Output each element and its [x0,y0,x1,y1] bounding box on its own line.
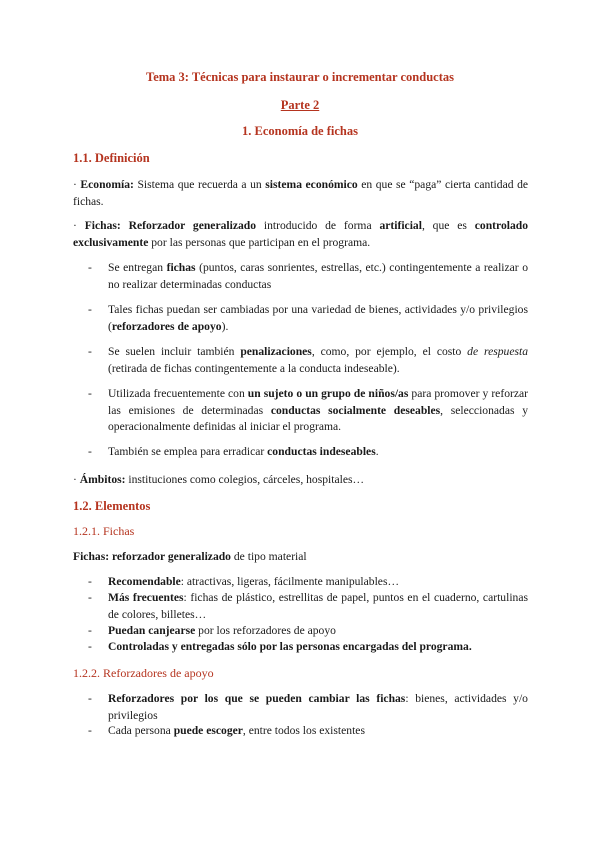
item-text: Se entregan [108,261,167,274]
list-item [88,574,528,591]
item-bold: conductas socialmente deseables [270,403,441,417]
list-dash: - [88,445,92,458]
economia-paragraph: · Economía: Sistema que recuerda a un sistema económico en que se “paga” cierta cantidad de fichas. [73,178,529,208]
list-item [88,590,528,623]
economia-label: Economía: [80,178,134,191]
item-text: , seleccionadas y operacionalmente definidas al iniciar el programa. [108,403,528,433]
reforzadores-subheading: 1.2.2. Reforzadores de apoyo [73,666,214,680]
item-bold: puede escoger [173,724,243,737]
item-text: , entre todos los existentes [242,724,365,737]
parte-title: Parte 2 [280,98,320,112]
item-bold: fichas [166,261,196,274]
fichas-text-3: por las personas que participan en el programa. [148,235,371,249]
list-dash: - [88,387,92,400]
item-bold: Puedan canjearse [108,624,196,637]
item-text: . [375,445,379,458]
item-text: para promover y reforzar las emisiones de determinadas [108,387,528,417]
item-bold: un sujeto o un grupo de niños/as [247,387,409,400]
item-text: Utilizada frecuentemente con [108,387,248,400]
item-text: (retirada de fichas contingentemente a la conducta indeseable). [108,361,400,375]
list-dash: - [88,261,92,274]
list-dash: - [88,345,92,358]
list-dash: - [88,303,92,316]
fichas-bold-1: Reforzador generalizado [128,219,257,232]
item-text: : fichas de plástico, estrellitas de papel, puntos en el cuaderno, cartulinas de colores, billetes… [108,591,528,621]
item-bold: penalizaciones [240,345,312,358]
fichas-intro-text: de tipo material [230,550,307,563]
list-item [88,723,528,740]
list-item [88,623,528,640]
elementos-heading: 1.2. Elementos [73,499,151,513]
list-item [88,302,528,335]
list-dash: - [88,640,92,653]
fichas-text-2: , que es [421,219,475,232]
ambitos-label: Ámbitos: [79,473,126,486]
list-item [88,344,528,377]
tema-title: Tema 3: Técnicas para instaurar o incrementar conductas [146,70,454,84]
fichas-intro [73,549,528,566]
item-text: También se emplea para erradicar [108,445,268,458]
section-title: 1. Economía de fichas [242,124,358,138]
list-item [88,444,528,461]
item-bold: Recomendable [108,575,181,588]
list-item [88,639,528,656]
item-text: (puntos, caras sonrientes, estrellas, etc.) contingentemente a realizar o no realizar determinadas conductas [108,261,528,291]
item-text: , como, por ejemplo, el costo [311,345,468,358]
list-item [88,260,528,293]
list-item [88,691,528,724]
item-italic: de respuesta [467,345,528,358]
item-text: : bienes, actividades y/o privilegios [108,692,528,722]
list-dash: - [88,591,92,604]
definicion-heading: 1.1. Definición [73,151,150,165]
ambitos-paragraph: · Ámbitos: instituciones como colegios, cárceles, hospitales… [73,473,365,486]
item-bold: conductas indeseables [267,445,376,458]
fichas-subheading: 1.2.1. Fichas [73,524,135,538]
fichas-bold-2: artificial [379,219,422,232]
item-text: Tales fichas puedan ser cambiadas por una variedad de bienes, actividades y/o privilegios ( [108,303,528,333]
economia-text-1: Sistema que recuerda a un [133,178,266,191]
item-text: : atractivas, ligeras, fácilmente manipulables… [180,575,400,588]
list-dash: - [88,724,92,737]
list-item [88,386,528,436]
list-dash: - [88,624,92,637]
economia-bold-1: sistema económico [265,178,358,191]
economia-text-2: en que se “paga” cierta cantidad de fichas. [73,178,529,208]
list-dash: - [88,575,92,588]
fichas-intro-bold: Fichas: reforzador generalizado [73,550,231,563]
item-bold: Más frecuentes [108,591,184,604]
fichas-text-1: introducido de forma [256,219,380,232]
item-bold: Reforzadores por los que se pueden cambiar las fichas [108,692,406,705]
item-text: Cada persona [108,724,174,737]
item-text: ). [221,319,229,333]
fichas-paragraph: · Fichas: Reforzador generalizado introducido de forma artificial, que es controlado exclusivamente por las personas que participan en el programa. [73,219,528,249]
ambitos-text: instituciones como colegios, cárceles, hospitales… [125,473,365,486]
list-dash: - [88,692,92,705]
fichas-bold-3: controlado exclusivamente [73,219,528,249]
item-bold: reforzadores de apoyo [111,319,222,333]
fichas-label: Fichas: [84,219,121,232]
item-bold: Controladas y entregadas sólo por las personas encargadas del programa. [108,640,472,653]
item-text: Se suelen incluir también [108,345,241,358]
item-text: por los reforzadores de apoyo [195,624,336,637]
